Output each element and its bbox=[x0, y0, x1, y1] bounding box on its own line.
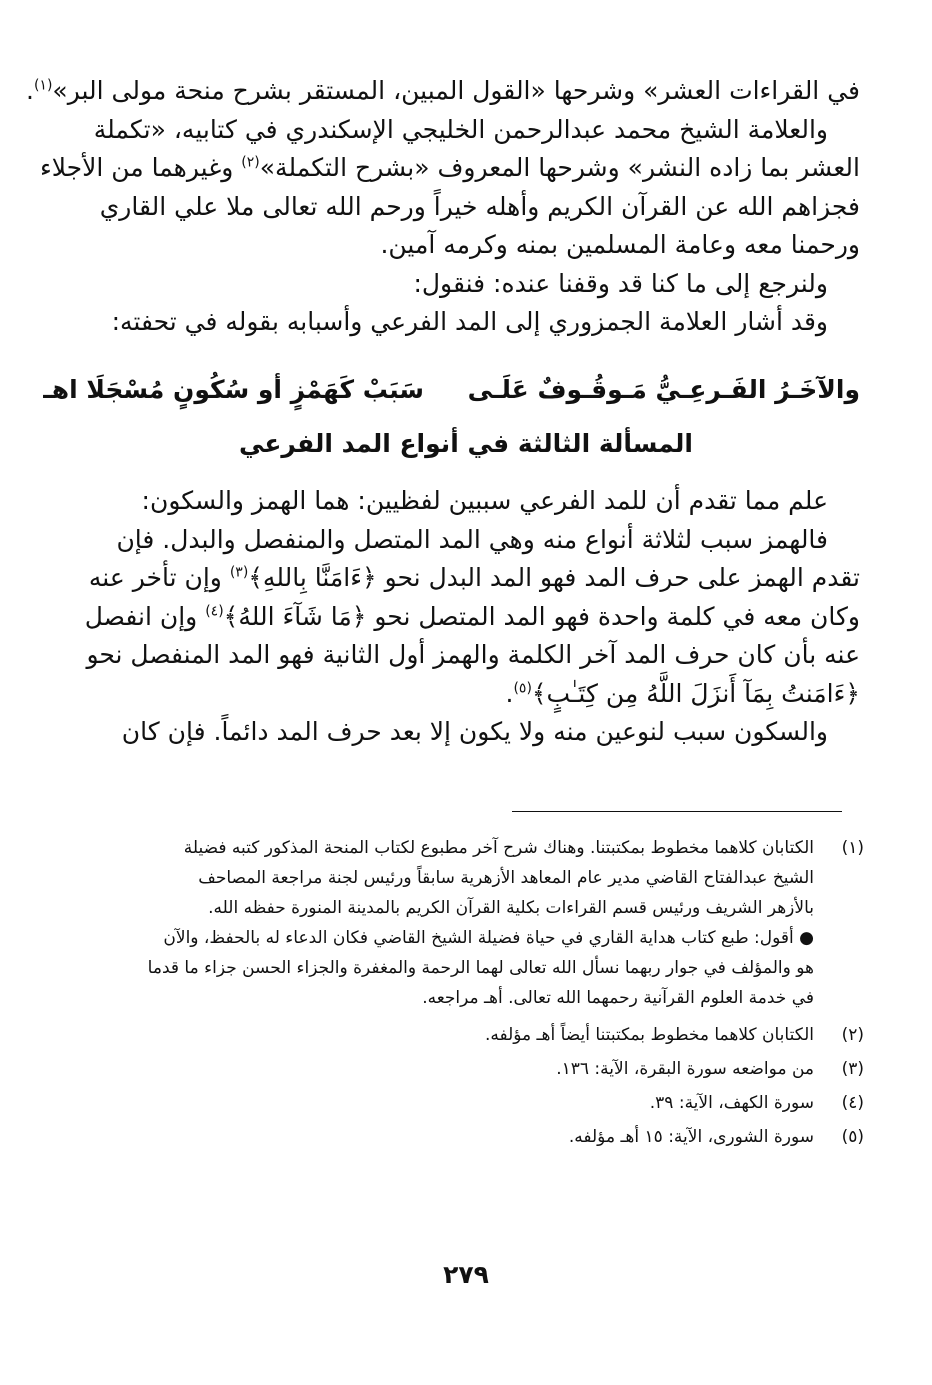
footnote-text: الكتابان كلاهما مخطوط بمكتبتنا أيضاً أهـ مؤلفه. bbox=[484, 1025, 814, 1045]
text-line: في القراءات العشر» وشرحها «القول المبين، المستقر بشرح منحة مولى البر»$^{(١)}$. bbox=[25, 76, 860, 105]
verse-first-hemistich: والآخَـرُ الفَـرعِـيُّ مَـوقُـوفٌ عَلَـى bbox=[467, 375, 860, 404]
footnote-separator bbox=[512, 811, 842, 812]
footnote-line: ● أقول: طبع كتاب هداية القاري في حياة فضيلة الشيخ القاضي فكان الدعاء له بالحفظ، والآن bbox=[163, 928, 814, 948]
main-text-top bbox=[25, 72, 860, 342]
text-line: ولنرجع إلى ما كنا قد وقفنا عنده: فنقول: bbox=[413, 268, 828, 298]
footnote-4 bbox=[92, 1088, 864, 1118]
text-line: علم مما تقدم أن للمد الفرعي سببين لفظيين: هما الهمز والسكون: bbox=[141, 486, 828, 515]
quran-quote: ﴿مَا شَآءَ اللهُ﴾ bbox=[223, 601, 367, 631]
footnote-line: هو والمؤلف في جوار ربهما نسأل الله تعالى لهما الرحمة والمغفرة والجزاء الحسن جزاء ما قدما bbox=[147, 958, 814, 978]
text-line bbox=[88, 559, 860, 598]
footnote-ref: (٢) bbox=[241, 154, 260, 171]
text-line: فجزاهم الله عن القرآن الكريم وأهله خيراً ورحم الله تعالى ملا علي القاري bbox=[99, 191, 860, 221]
text-segment: العشر بما زاده النشر» وشرحها المعروف «بشرح التكملة» bbox=[259, 153, 860, 182]
text-segment: وإن انفصل bbox=[84, 601, 198, 631]
text-line bbox=[39, 149, 860, 188]
footnote-line: الشيخ عبدالفتاح القاضي مدير عام المعاهد الأزهرية سابقاً ورئيس لجنة مراجعة المصاحف bbox=[198, 868, 814, 888]
text-line: والعلامة الشيخ محمد عبدالرحمن الخليجي الإسكندري في كتابيه، «تكملة bbox=[93, 114, 828, 144]
text-segment: وكان معه في كلمة واحدة فهو المد المتصل نحو bbox=[374, 601, 860, 631]
footnote-1 bbox=[92, 833, 864, 1013]
verse-second-hemistich: سَبَبْ كَهَمْزٍ أو سُكُونٍ مُسْجَلَا اهـ bbox=[43, 375, 424, 404]
footnotes bbox=[92, 833, 864, 1152]
footnote-2 bbox=[92, 1020, 864, 1050]
footnote-number: (٣) bbox=[841, 1059, 864, 1079]
text-line: والسكون سبب لنوعين منه ولا يكون إلا بعد حرف المد دائماً. فإن كان bbox=[121, 717, 828, 746]
text-segment: وغيرهما من الأجلاء bbox=[39, 153, 234, 182]
text-line: وقد أشار العلامة الجمزوري إلى المد الفرعي وأسبابه بقوله في تحفته: bbox=[111, 307, 828, 336]
footnote-5 bbox=[92, 1122, 864, 1152]
footnote-line: في خدمة العلوم القرآنية رحمهما الله تعالى. أهـ مراجعه. bbox=[422, 988, 814, 1008]
footnote-text: سورة الشورى، الآية: ١٥ أهـ مؤلفه. bbox=[568, 1127, 814, 1147]
text-segment: تقدم الهمز على حرف المد فهو المد البدل نحو bbox=[384, 563, 860, 592]
footnote-ref: (٤) bbox=[205, 603, 224, 620]
section-heading: المسألة الثالثة في أنواع المد الفرعي bbox=[239, 429, 693, 458]
footnote-ref: (٣) bbox=[229, 564, 249, 581]
text-line: عنه بأن كان حرف المد آخر الكلمة والهمز أول الثانية فهو المد المنفصل نحو bbox=[86, 640, 860, 669]
main-text-bottom bbox=[84, 482, 860, 752]
text-segment: في القراءات العشر» وشرحها «القول المبين، المستقر بشرح منحة مولى البر» bbox=[52, 76, 860, 105]
footnote-number: (٢) bbox=[841, 1025, 864, 1045]
quran-quote: ﴿ءَامَنَّا بِاللهِ﴾ bbox=[248, 563, 377, 592]
footnote-number: (١) bbox=[841, 838, 864, 858]
footnote-line: الكتابان كلاهما مخطوط بمكتبتنا. وهناك شرح آخر مطبوع لكتاب المنحة المذكور كتبه فضيلة bbox=[183, 838, 814, 858]
quran-quote: ﴿ءَامَنتُ بِمَآ أَنزَلَ اللَّهُ مِن كِتَـٰبٍ﴾ bbox=[531, 678, 860, 708]
text-line bbox=[84, 598, 860, 637]
footnote-ref: (١) bbox=[33, 77, 53, 94]
footnote-ref: (٥) bbox=[513, 680, 532, 697]
footnote-text bbox=[92, 833, 814, 1013]
footnote-text: سورة الكهف، الآية: ٣٩. bbox=[649, 1093, 814, 1113]
page-number: ٢٧٩ bbox=[443, 1260, 489, 1289]
poem-verse bbox=[43, 368, 860, 412]
text-line: فالهمز سبب لثلاثة أنواع منه وهي المد المتصل والمنفصل والبدل. فإن bbox=[116, 524, 828, 554]
footnote-line: بالأزهر الشريف ورئيس قسم القراءات بكلية القرآن الكريم بالمدينة المنورة حفظه الله. bbox=[208, 898, 814, 918]
footnote-number: (٤) bbox=[841, 1093, 864, 1113]
footnote-text: من مواضعه سورة البقرة، الآية: ١٣٦. bbox=[556, 1059, 814, 1079]
footnote-3 bbox=[92, 1054, 864, 1084]
text-line: ﴿ءَامَنتُ بِمَآ أَنزَلَ اللَّهُ مِن كِتَـٰبٍ﴾$^{(٥)}$. bbox=[505, 678, 860, 708]
text-line: ورحمنا معه وعامة المسلمين بمنه وكرمه آمين. bbox=[380, 230, 860, 259]
footnote-number: (٥) bbox=[841, 1127, 864, 1147]
text-segment: وإن تأخر عنه bbox=[88, 563, 222, 592]
